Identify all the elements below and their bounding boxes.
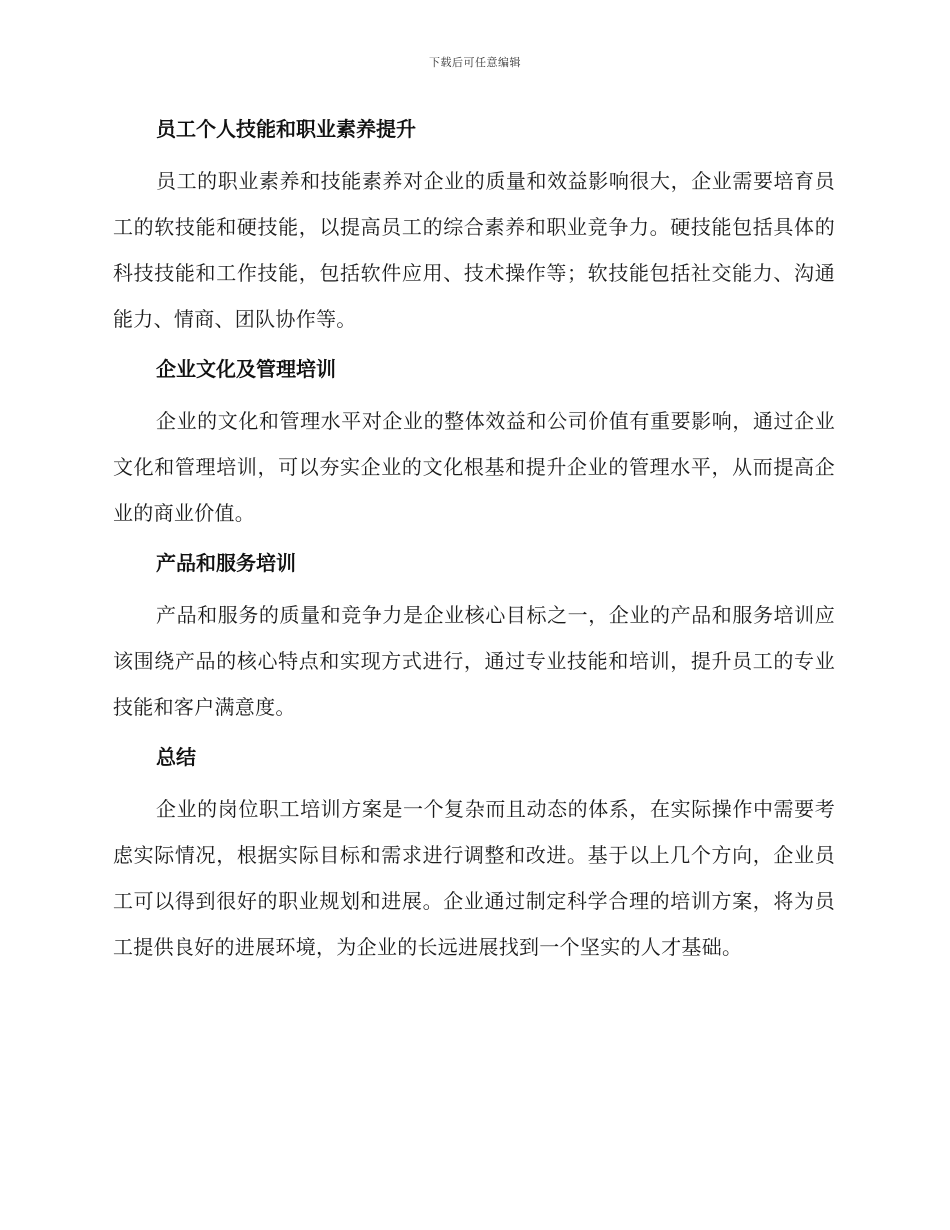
section-heading: 产品和服务培训: [156, 551, 296, 575]
section-paragraph: 员工的职业素养和技能素养对企业的质量和效益影响很大，企业需要培育员工的软技能和硬技能，以提高员工的综合素养和职业竞争力。硬技能包括具体的科技技能和工作技能，包括软件应用、技术操作等；软技能包括社交能力、沟通能力、情商、团队协作等。: [113, 169, 835, 331]
section-product-service: [113, 546, 835, 730]
section-heading: 总结: [156, 745, 196, 769]
section-paragraph: 企业的文化和管理水平对企业的整体效益和公司价值有重要影响，通过企业文化和管理培训，可以夯实企业的文化根基和提升企业的管理水平，从而提高企业的商业价值。: [113, 409, 835, 525]
section-heading: 员工个人技能和职业素养提升: [156, 117, 416, 141]
document-content: [113, 112, 835, 980]
section-skills: [113, 112, 835, 342]
section-paragraph: 产品和服务的质量和竞争力是企业核心目标之一，企业的产品和服务培训应该围绕产品的核心特点和实现方式进行，通过专业技能和培训，提升员工的专业技能和客户满意度。: [113, 603, 835, 719]
section-paragraph: 企业的岗位职工培训方案是一个复杂而且动态的体系，在实际操作中需要考虑实际情况，根据实际目标和需求进行调整和改进。基于以上几个方向，企业员工可以得到很好的职业规划和进展。企业通过制定科学合理的培训方案，将为员工提供良好的进展环境，为企业的长远进展找到一个坚实的人才基础。: [113, 797, 835, 959]
section-culture-management: [113, 352, 835, 536]
page-header-note: 下载后可任意编辑: [429, 56, 521, 69]
section-summary: [113, 740, 835, 970]
section-heading: 企业文化及管理培训: [156, 357, 336, 381]
